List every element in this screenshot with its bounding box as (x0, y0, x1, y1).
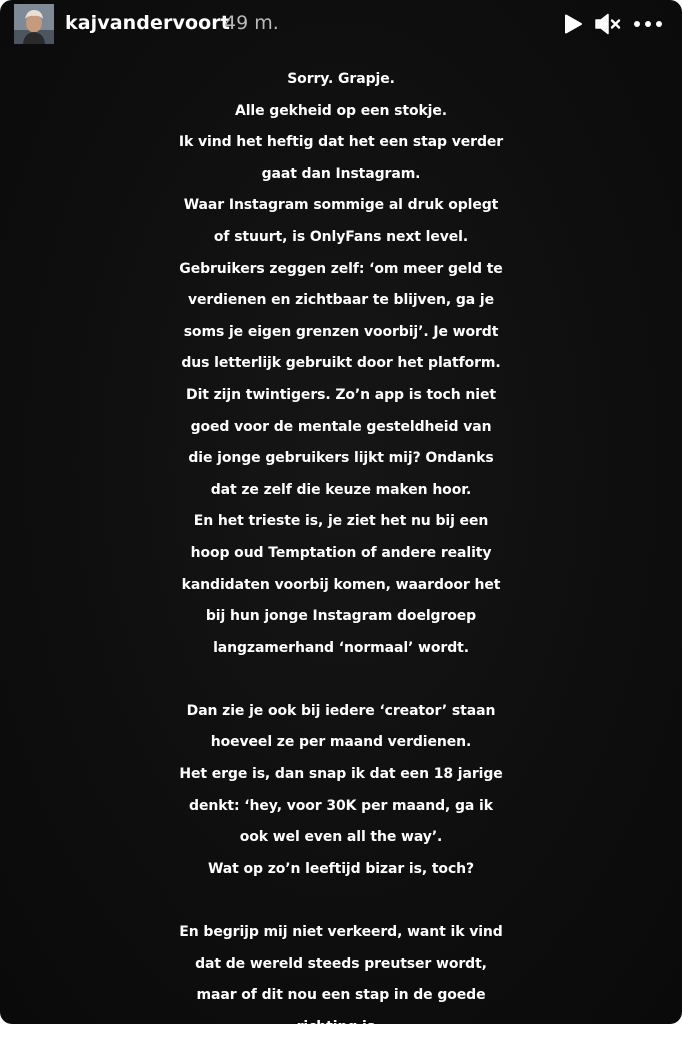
story-line: Gebruikers zeggen zelf: ‘om meer geld te (179, 260, 503, 277)
story-line: ook wel even all the way’. (239, 829, 443, 846)
story-line: dat ze zelf die keuze maken hoor. (210, 481, 472, 498)
story-line (0, 885, 682, 917)
story-text (0, 64, 682, 1043)
story-line: verdienen en zichtbaar te blijven, ga je (188, 292, 494, 309)
story-line: goed voor de mentale gesteldheid van (190, 418, 492, 435)
story-line: gaat dan Instagram. (261, 165, 421, 182)
story-line: Dan zie je ook bij iedere ‘creator’ staan (186, 702, 496, 719)
story-header (0, 0, 682, 52)
story-line: kandidaten voorbij komen, waardoor het (181, 576, 501, 593)
story-line: hoeveel ze per maand verdienen. (210, 734, 472, 751)
story-line: Wat op zo’n leeftijd bizar is, toch? (207, 860, 475, 877)
mute-button[interactable] (594, 12, 622, 36)
story-line: En het trieste is, je ziet het nu bij een (193, 513, 489, 530)
story-line: denkt: ‘hey, voor 30K per maand, ga ik (189, 797, 493, 814)
play-button[interactable] (561, 12, 585, 36)
speaker-muted-icon (594, 12, 622, 36)
play-icon (561, 12, 585, 36)
story-line: dat de wereld steeds preutser wordt, (195, 955, 487, 972)
story-line: langzamerhand ‘normaal’ wordt. (213, 639, 469, 656)
story-line: En begrijp mij niet verkeerd, want ik vind (179, 924, 503, 941)
story-line: soms je eigen grenzen voorbij’. Je wordt (183, 323, 499, 340)
story-line: maar of dit nou een stap in de goede (196, 987, 486, 1004)
profile-avatar-icon (14, 4, 54, 44)
story-line: of stuurt, is OnlyFans next level. (213, 228, 469, 245)
post-time: 49 m. (224, 12, 279, 34)
username[interactable]: kajvandervoort (65, 12, 230, 34)
story-line: Dit zijn twintigers. Zo’n app is toch niet (186, 386, 496, 403)
story-line: bij hun jonge Instagram doelgroep (205, 608, 477, 625)
story-line: Alle gekheid op een stokje. (235, 102, 447, 119)
story-line: hoop oud Temptation of andere reality (190, 544, 492, 561)
more-horizontal-icon (630, 14, 666, 34)
story-line: dus letterlijk gebruikt door het platform. (181, 355, 501, 372)
more-options-button[interactable] (630, 14, 666, 34)
story-line: richting is.. (296, 1018, 386, 1035)
story-line (0, 664, 682, 696)
avatar[interactable] (14, 4, 54, 44)
story-line: Het erge is, dan snap ik dat een 18 jarige (179, 766, 503, 783)
story-line: Ik vind het heftig dat het een stap verder (178, 134, 504, 151)
story-line: die jonge gebruikers lijkt mij? Ondanks (188, 450, 494, 467)
story-line: Waar Instagram sommige al druk oplegt (183, 197, 499, 214)
story-line: Sorry. Grapje. (287, 71, 395, 87)
